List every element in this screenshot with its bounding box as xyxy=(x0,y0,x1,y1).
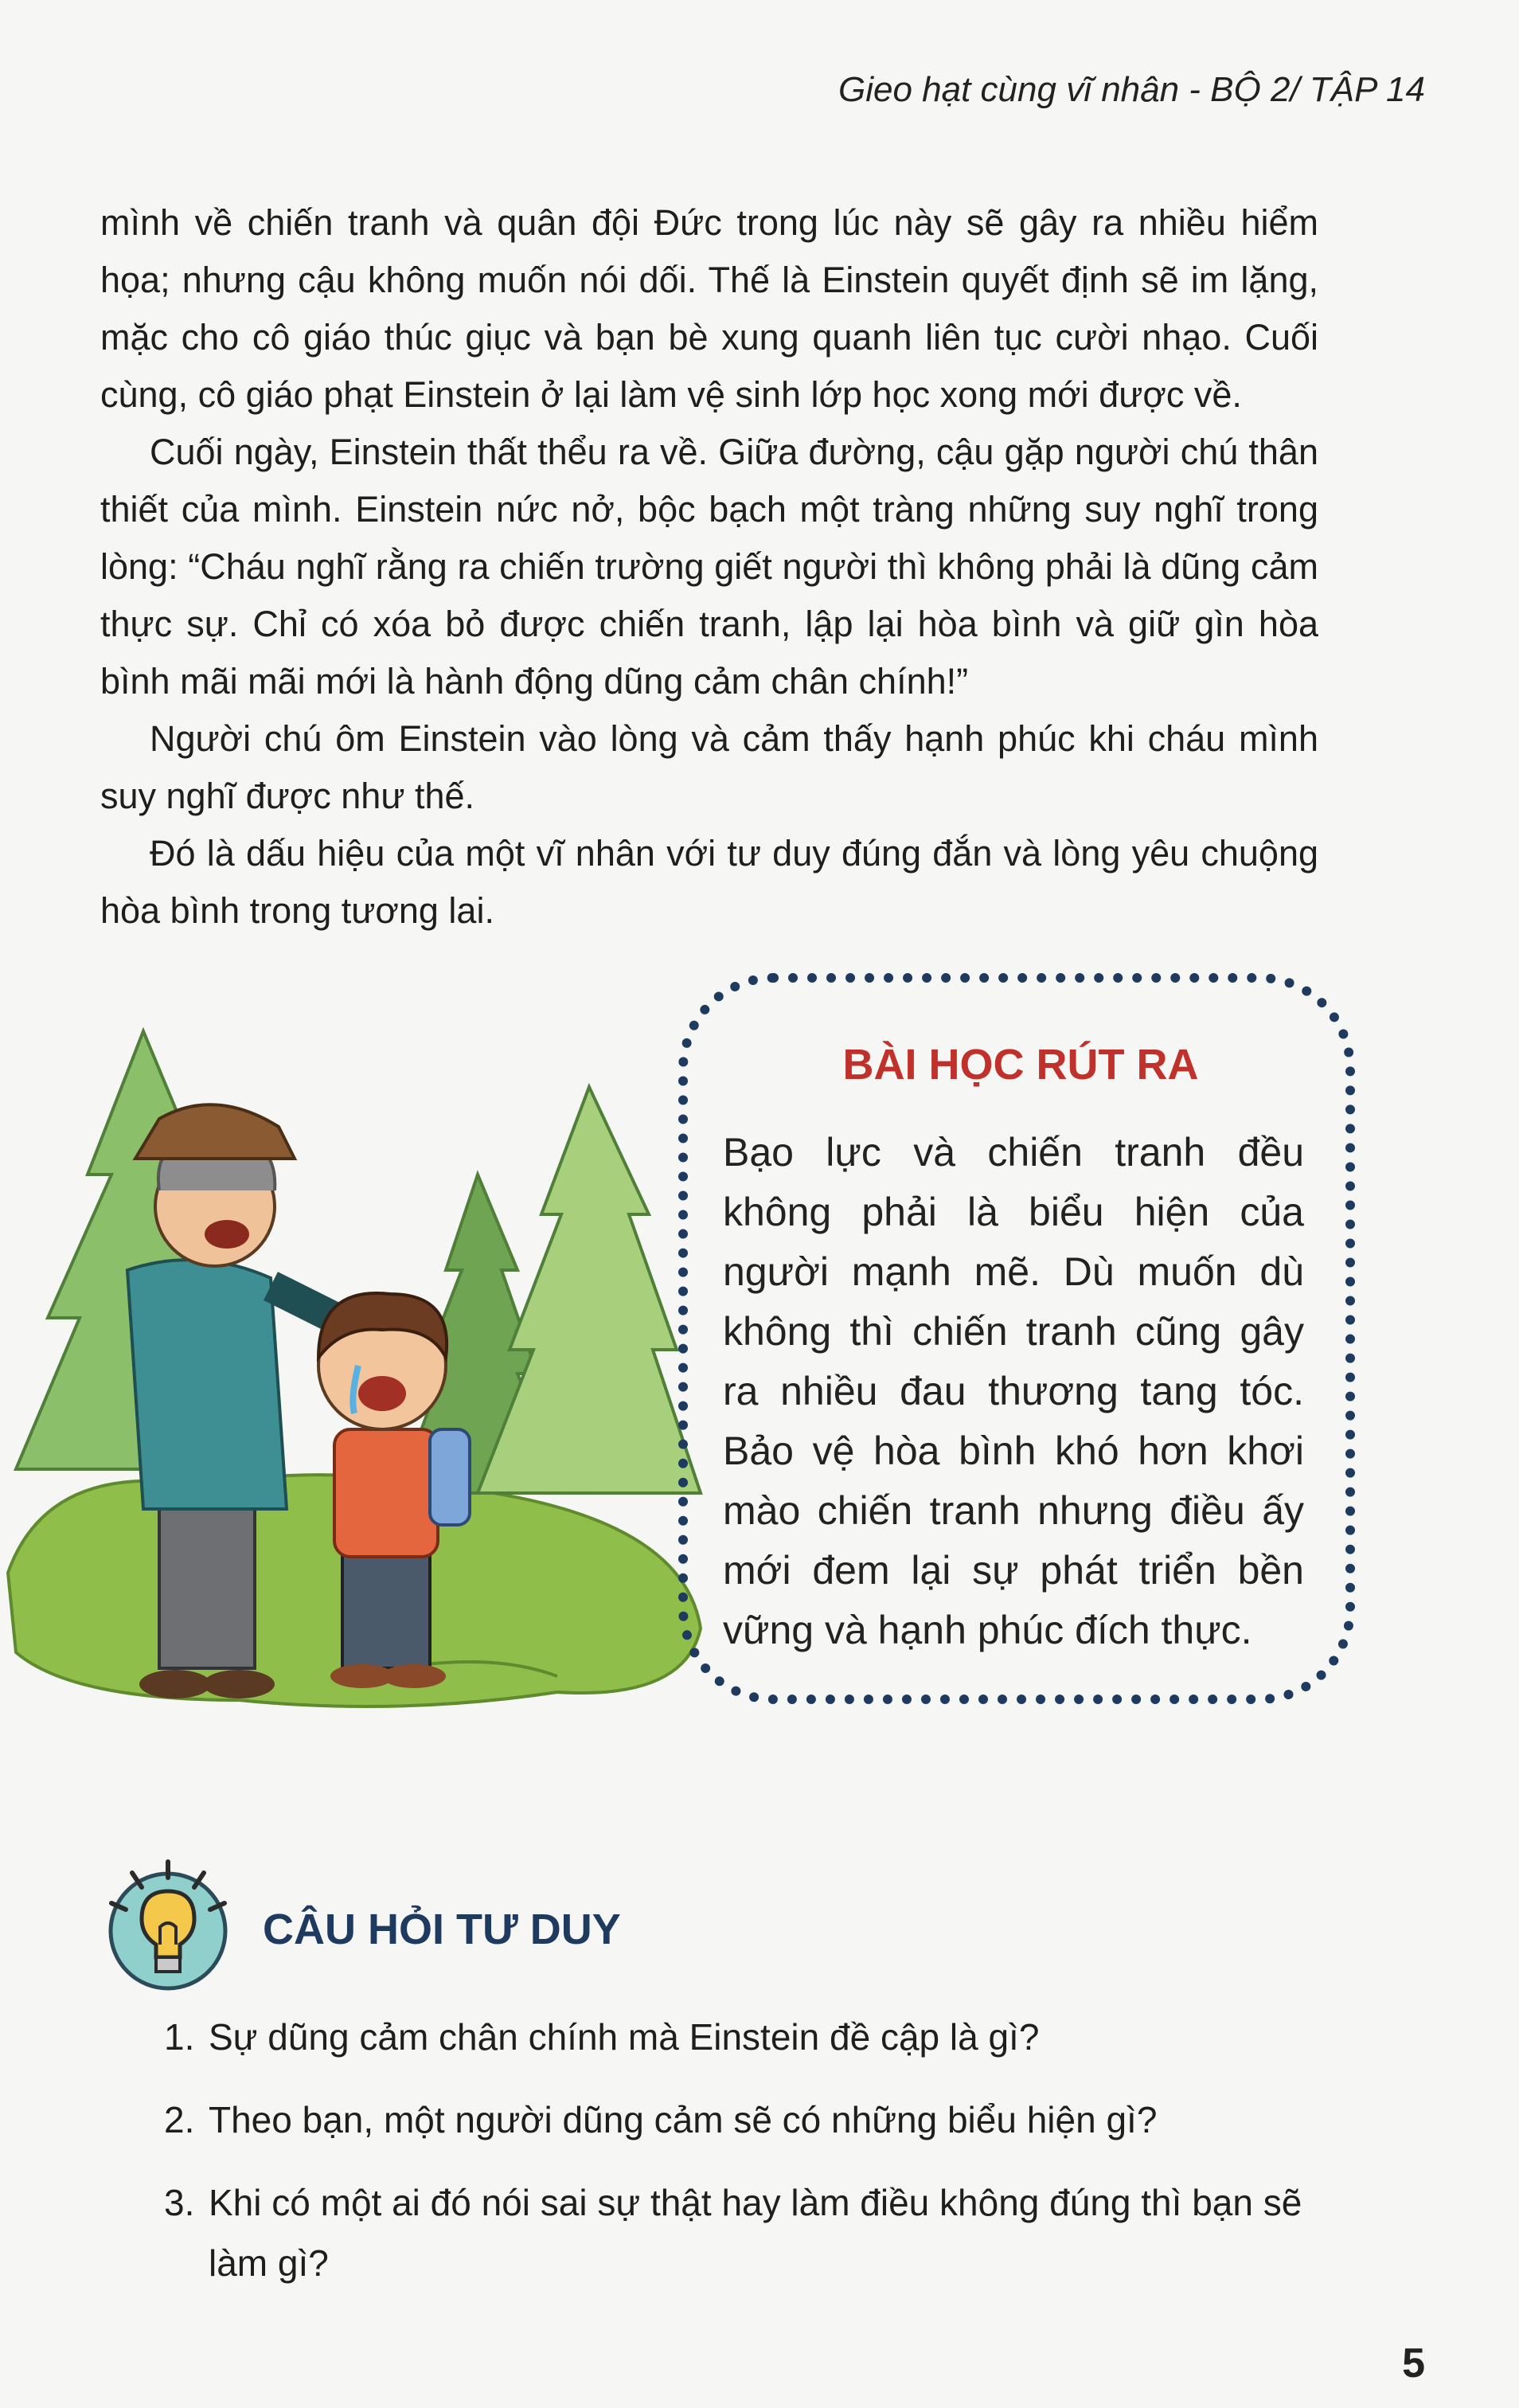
running-header: Gieo hạt cùng vĩ nhân - BỘ 2/ TẬP 14 xyxy=(838,70,1425,109)
lesson-title: BÀI HỌC RÚT RA xyxy=(842,1041,1199,1089)
story-paragraph: Người chú ôm Einstein vào lòng và cảm thấy hạnh phúc khi cháu mình suy nghĩ được như thế. xyxy=(100,718,1318,816)
pine-tree-right xyxy=(478,1087,701,1493)
question-list xyxy=(164,2007,1342,2316)
story-paragraph: mình về chiến tranh và quân đội Đức trong lúc này sẽ gây ra nhiều hiểm họa; nhưng cậu không muốn nói dối. Thế là Einstein quyết định sẽ im lặng, mặc cho cô giáo thúc giục và bạn bè xung quanh liên tục cười nhạo. Cuối cùng, cô giáo phạt Einstein ở lại làm vệ sinh lớp học xong mới được về. xyxy=(100,202,1318,415)
story-text xyxy=(100,194,1318,940)
question-text: Theo bạn, một người dũng cảm sẽ có những biểu hiện gì? xyxy=(209,2099,1158,2140)
question-item xyxy=(164,2007,1342,2067)
question-number: 1. xyxy=(164,2016,195,2058)
story-paragraph: Cuối ngày, Einstein thất thểu ra về. Giữa đường, cậu gặp người chú thân thiết của mình. Einstein nức nở, bộc bạch một tràng những suy nghĩ trong lòng: “Cháu nghĩ rằng ra chiến trường giết người thì không phải là dũng cảm thực sự. Chỉ có xóa bỏ được chiến tranh, lập lại hòa bình và giữ gìn hòa bình mãi mãi mới là hành động dũng cảm chân chính!” xyxy=(100,432,1318,702)
uncle-comforting-einstein-illustration xyxy=(0,1015,717,1716)
question-item xyxy=(164,2172,1342,2293)
lesson-text xyxy=(723,1123,1304,1660)
page-number: 5 xyxy=(1402,2340,1425,2386)
question-text: Khi có một ai đó nói sai sự thật hay làm điều không đúng thì bạn sẽ làm gì? xyxy=(209,2182,1302,2284)
story-paragraph: Đó là dấu hiệu của một vĩ nhân với tư duy đúng đắn và lòng yêu chuộng hòa bình trong tương lai. xyxy=(100,833,1318,931)
lightbulb-icon xyxy=(100,1855,236,1991)
question-number: 3. xyxy=(164,2182,195,2223)
question-text: Sự dũng cảm chân chính mà Einstein đề cập là gì? xyxy=(209,2016,1040,2058)
lesson-paragraph: Bạo lực và chiến tranh đều không phải là biểu hiện của người mạnh mẽ. Dù muốn dù không thì chiến tranh cũng gây ra nhiều đau thương tang tóc. Bảo vệ hòa bình khó hơn khơi mào chiến tranh nhưng điều ấy mới đem lại sự phát triển bền vững và hạnh phúc đích thực. xyxy=(723,1130,1304,1652)
question-item xyxy=(164,2089,1342,2150)
question-number: 2. xyxy=(164,2099,195,2140)
thinking-questions-heading: CÂU HỎI TƯ DUY xyxy=(263,1906,621,1953)
